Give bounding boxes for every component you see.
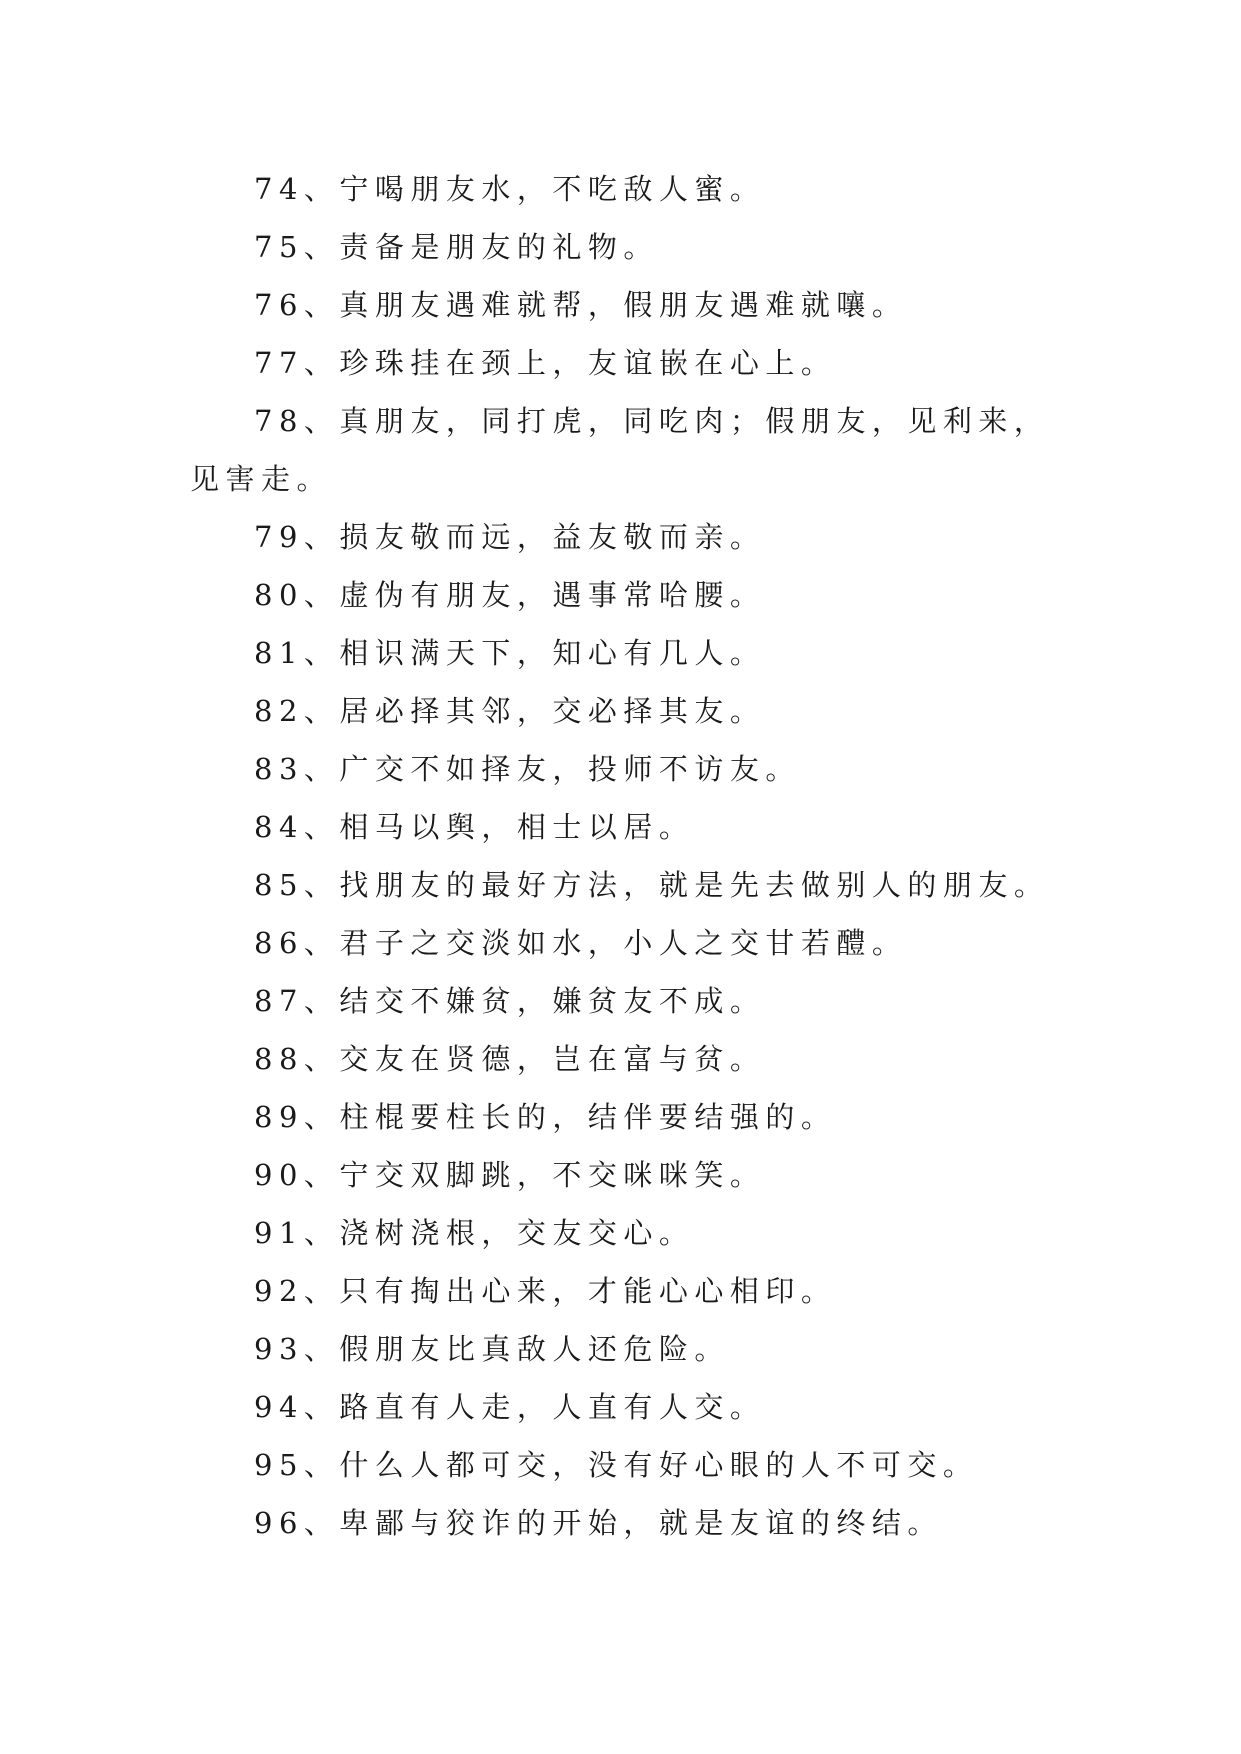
proverb-line: 77、珍珠挂在颈上，友谊嵌在心上。 [254, 346, 837, 380]
proverb-line: 75、责备是朋友的礼物。 [254, 230, 659, 264]
proverb-line: 88、交友在贤德，岂在富与贫。 [254, 1042, 766, 1076]
proverb-line: 81、相识满天下，知心有几人。 [254, 636, 766, 670]
document-body [190, 160, 1050, 1552]
proverb-line: 96、卑鄙与狡诈的开始，就是友谊的终结。 [254, 1506, 943, 1540]
proverb-line: 86、君子之交淡如水，小人之交甘若醴。 [254, 926, 908, 960]
proverb-line: 74、宁喝朋友水，不吃敌人蜜。 [254, 172, 766, 206]
proverb-line: 87、结交不嫌贫，嫌贫友不成。 [254, 984, 766, 1018]
proverb-line: 95、什么人都可交，没有好心眼的人不可交。 [254, 1448, 979, 1482]
proverb-line: 78、真朋友，同打虎，同吃肉；假朋友，见利来，见害走。 [190, 404, 1050, 496]
proverb-line: 85、找朋友的最好方法，就是先去做别人的朋友。 [254, 868, 1050, 902]
proverb-line: 89、柱棍要柱长的，结伴要结强的。 [254, 1100, 837, 1134]
proverb-line: 82、居必择其邻，交必择其友。 [254, 694, 766, 728]
proverb-line: 83、广交不如择友，投师不访友。 [254, 752, 801, 786]
proverb-line: 84、相马以舆，相士以居。 [254, 810, 695, 844]
proverb-line: 93、假朋友比真敌人还危险。 [254, 1332, 730, 1366]
proverb-line: 80、虚伪有朋友，遇事常哈腰。 [254, 578, 766, 612]
proverb-line: 94、路直有人走，人直有人交。 [254, 1390, 766, 1424]
proverb-line: 92、只有掏出心来，才能心心相印。 [254, 1274, 837, 1308]
proverb-line: 76、真朋友遇难就帮，假朋友遇难就嚷。 [254, 288, 908, 322]
proverb-line: 90、宁交双脚跳，不交咪咪笑。 [254, 1158, 766, 1192]
proverb-line: 79、损友敬而远，益友敬而亲。 [254, 520, 766, 554]
proverb-line: 91、浇树浇根，交友交心。 [254, 1216, 695, 1250]
